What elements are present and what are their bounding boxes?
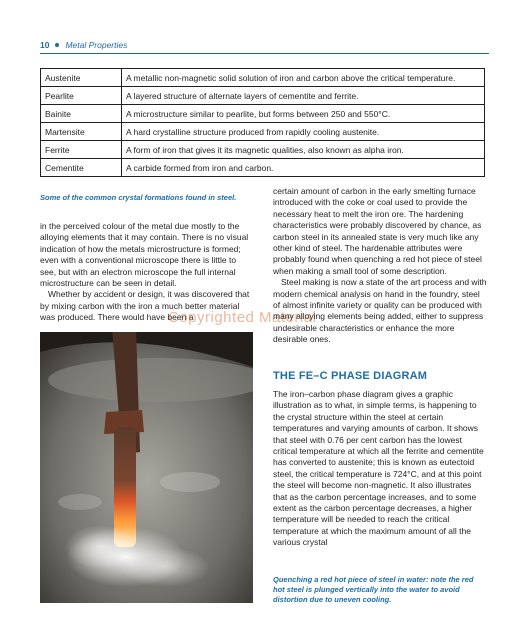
table-row (41, 123, 485, 141)
table-cell-term: Pearlite (41, 87, 122, 105)
table-cell-definition: A hard crystalline structure produced from rapidly cooling austenite. (122, 123, 485, 141)
page-number: 10 (40, 40, 50, 50)
table-cell-definition: A metallic non-magnetic solid solution of iron and carbon above the critical temperature. (122, 69, 485, 87)
body-paragraph: certain amount of carbon in the early smelting furnace introduced with the coke or coal used to provide the necessary heat to melt the iron ore. The hardening characteristics were probably discovered by chance, as carbon steel in its annealed state is very much like any other kind of steel. The hardenable attributes were probably found when quenching a red hot piece of steel when making a small tool of some description. (273, 186, 482, 276)
table-cell-definition: A form of iron that gives it its magnetic qualities, also known as alpha iron. (122, 141, 485, 159)
table-cell-definition: A microstructure similar to pearlite, but forms between 250 and 550°C. (122, 105, 485, 123)
body-paragraph: Steel making is now a state of the art process and with modern chemical analysis on hand in the foundry, steel of almost infinite variety or quality can be produced with many alloying elements being added, either to suppress undesirable characteristics or enhance the more desirable ones. (273, 277, 487, 345)
table-row (41, 105, 485, 123)
table-row (41, 159, 485, 177)
quenching-photo (40, 332, 253, 603)
bullet-dot-icon (55, 43, 59, 47)
table-row (41, 69, 485, 87)
body-paragraph: in the perceived colour of the metal due mostly to the alloying elements that it may contain. There is no visual indication of how the metals microstructure is formed; even with a conventional microscope there is little to see, but with an electron microscope the full internal microstructure can be seen in detail. (40, 221, 249, 289)
photo-caption: Quenching a red hot piece of steel in water: note the red hot steel is plunged vertically into the water to avoid distortion due to uneven cooling. (273, 575, 474, 604)
table-row (41, 87, 485, 105)
running-header (40, 38, 127, 52)
table-cell-term: Bainite (41, 105, 122, 123)
body-paragraph: Whether by accident or design, it was discovered that by mixing carbon with the iron a much better material was produced. There would have been a (40, 289, 250, 323)
body-paragraph: The iron–carbon phase diagram gives a graphic illustration as to what, in simple terms, is happening to the crystal structure within the steel at certain temperatures and varying amounts of carbon. It shows that steel with 0.76 per cent carbon has the lowest critical temperature at which all the ferrite and cementite has converted to austenite; this is known as eutectoid steel, the critical temperature is 724°C, and at this point the steel will become non-magnetic. It also illustrates that as the carbon percentage increases, and to some extent as the carbon percentage decreases, a higher temperature will be needed to reach the critical temperature at which the maximum amount of all the various crystal (273, 389, 484, 548)
header-rule (40, 53, 489, 54)
table-cell-term: Cementite (41, 159, 122, 177)
running-title: Metal Properties (65, 40, 128, 50)
copyright-watermark: Copyrighted Material (168, 309, 317, 326)
table-row (41, 141, 485, 159)
crystal-formations-table (40, 68, 485, 177)
section-body-text (273, 389, 487, 549)
table-caption: Some of the common crystal formations found in steel. (40, 193, 237, 202)
table-cell-term: Martensite (41, 123, 122, 141)
table-cell-term: Austenite (41, 69, 122, 87)
quenching-steel-image (40, 332, 253, 603)
section-heading: THE FE–C PHASE DIAGRAM (273, 370, 428, 382)
right-column-text (273, 186, 487, 346)
table-cell-definition: A layered structure of alternate layers of cementite and ferrite. (122, 87, 485, 105)
table-cell-term: Ferrite (41, 141, 122, 159)
table-cell-definition: A carbide formed from iron and carbon. (122, 159, 485, 177)
